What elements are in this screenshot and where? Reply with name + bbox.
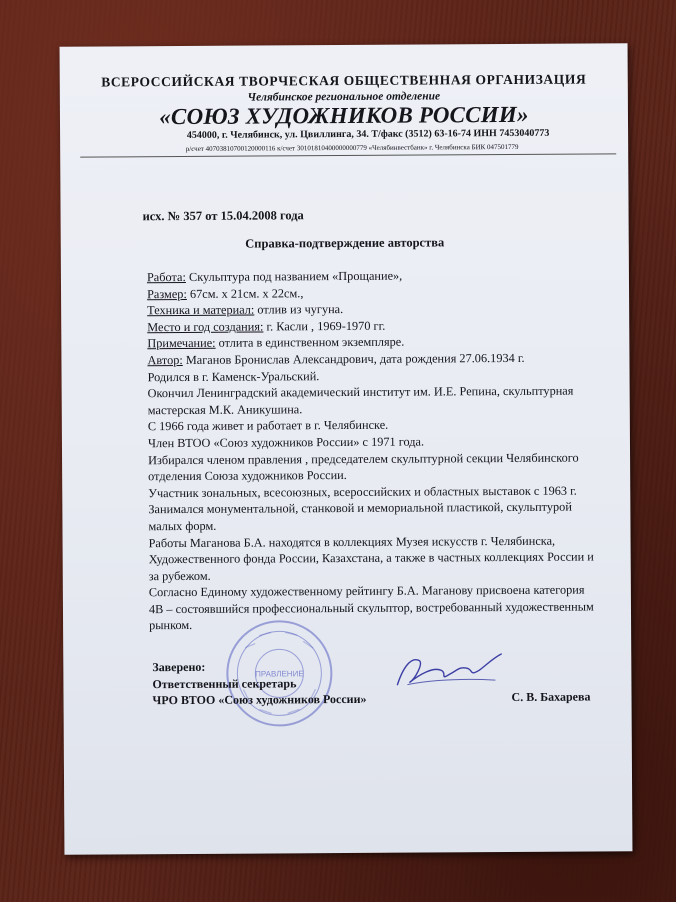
note-value: отлита в единственном экземпляре. [215,335,405,351]
secretary-position: Ответственный секретарь [152,675,297,691]
signature [389,644,507,695]
certified-label: Заверено: [152,659,206,675]
bio-line: Согласно Единому художественному рейтингу Б.А. Маганову присвоена категория 4В – состоявшийся профессиональный скульптор, востребованный художественным рынком. [148,582,594,633]
bio-line: Участник зональных, всесоюзных, всероссийских и областных выставок с 1963 г. [148,483,577,500]
organization-name: ЧРО ВТОО «Союз художников России» [152,691,367,708]
bio-line: Занимался монументальной, станковой и мемориальной пластикой, скульптурой малых форм. [148,499,572,534]
union-name: «СОЮЗ ХУДОЖНИКОВ РОССИИ» [159,101,529,130]
address-line: 454000, г. Челябинск, ул. Цвиллинга, 34. Т/факс (3512) 63-16-74 ИНН 7453040773 [186,127,550,141]
bio-line: Окончил Ленинградский академический институт им. И.Е. Репина, скульптурная мастерская М.К. Аникушина. [147,383,574,417]
org-line: ВСЕРОССИЙСКАЯ ТВОРЧЕСКАЯ ОБЩЕСТВЕННАЯ ОРГАНИЗАЦИЯ [101,71,587,90]
work-label: Работа: [146,269,186,285]
document-body [147,266,597,634]
branch-line: Челябинское региональное отделение [247,90,441,104]
size-label: Размер: [147,286,187,301]
bio-line: Избирался членом правления , председателем скульптурной секции Челябинского отделения Союза художников России. [148,450,579,484]
technique-label: Техника и материал: [147,302,255,318]
document-page [60,43,633,854]
author-value: Маганов Бронислав Александрович, дата рождения 27.06.1934 г. [182,350,525,367]
reference-number: исх. № 357 от 15.04.2008 года [142,208,304,224]
author-label: Автор: [147,352,183,368]
work-value: Скульптура под названием «Прощание», [185,268,403,284]
letterhead-divider [80,153,616,157]
bio-line: Работы Маганова Б.А. находятся в коллекциях Музея искусств г. Челябинска, Художественного фонда России, Казахстана, а также в частных коллекциях России и за рубежом. [148,533,594,583]
bank-details: р/счет 40703810700120000116 к/счет 30101810400000000779 «Челябинвестбанк» г. Челябинска БИК 047501779 [185,142,519,153]
certification-block [152,658,366,709]
document-title: Справка-подтверждение авторства [245,235,445,251]
technique-value: отлив из чугуна. [254,302,344,317]
stamp-text: ПРАВЛЕНИЕ [255,669,304,679]
bio-line: Родился в г. Каменск-Уральский. [147,368,320,384]
bio-line: Член ВТОО «Союз художников России» с 1971 года. [147,434,425,451]
size-value: 67см. х 21см. х 22см., [186,285,304,301]
place-label: Место и год создания: [147,319,264,334]
signer-name: С. В. Бахарева [511,689,591,704]
place-value: г. Касли , 1969-1970 гг. [263,318,386,334]
note-label: Примечание: [147,336,216,351]
bio-line: С 1966 года живет и работает в г. Челябинске. [147,418,389,434]
